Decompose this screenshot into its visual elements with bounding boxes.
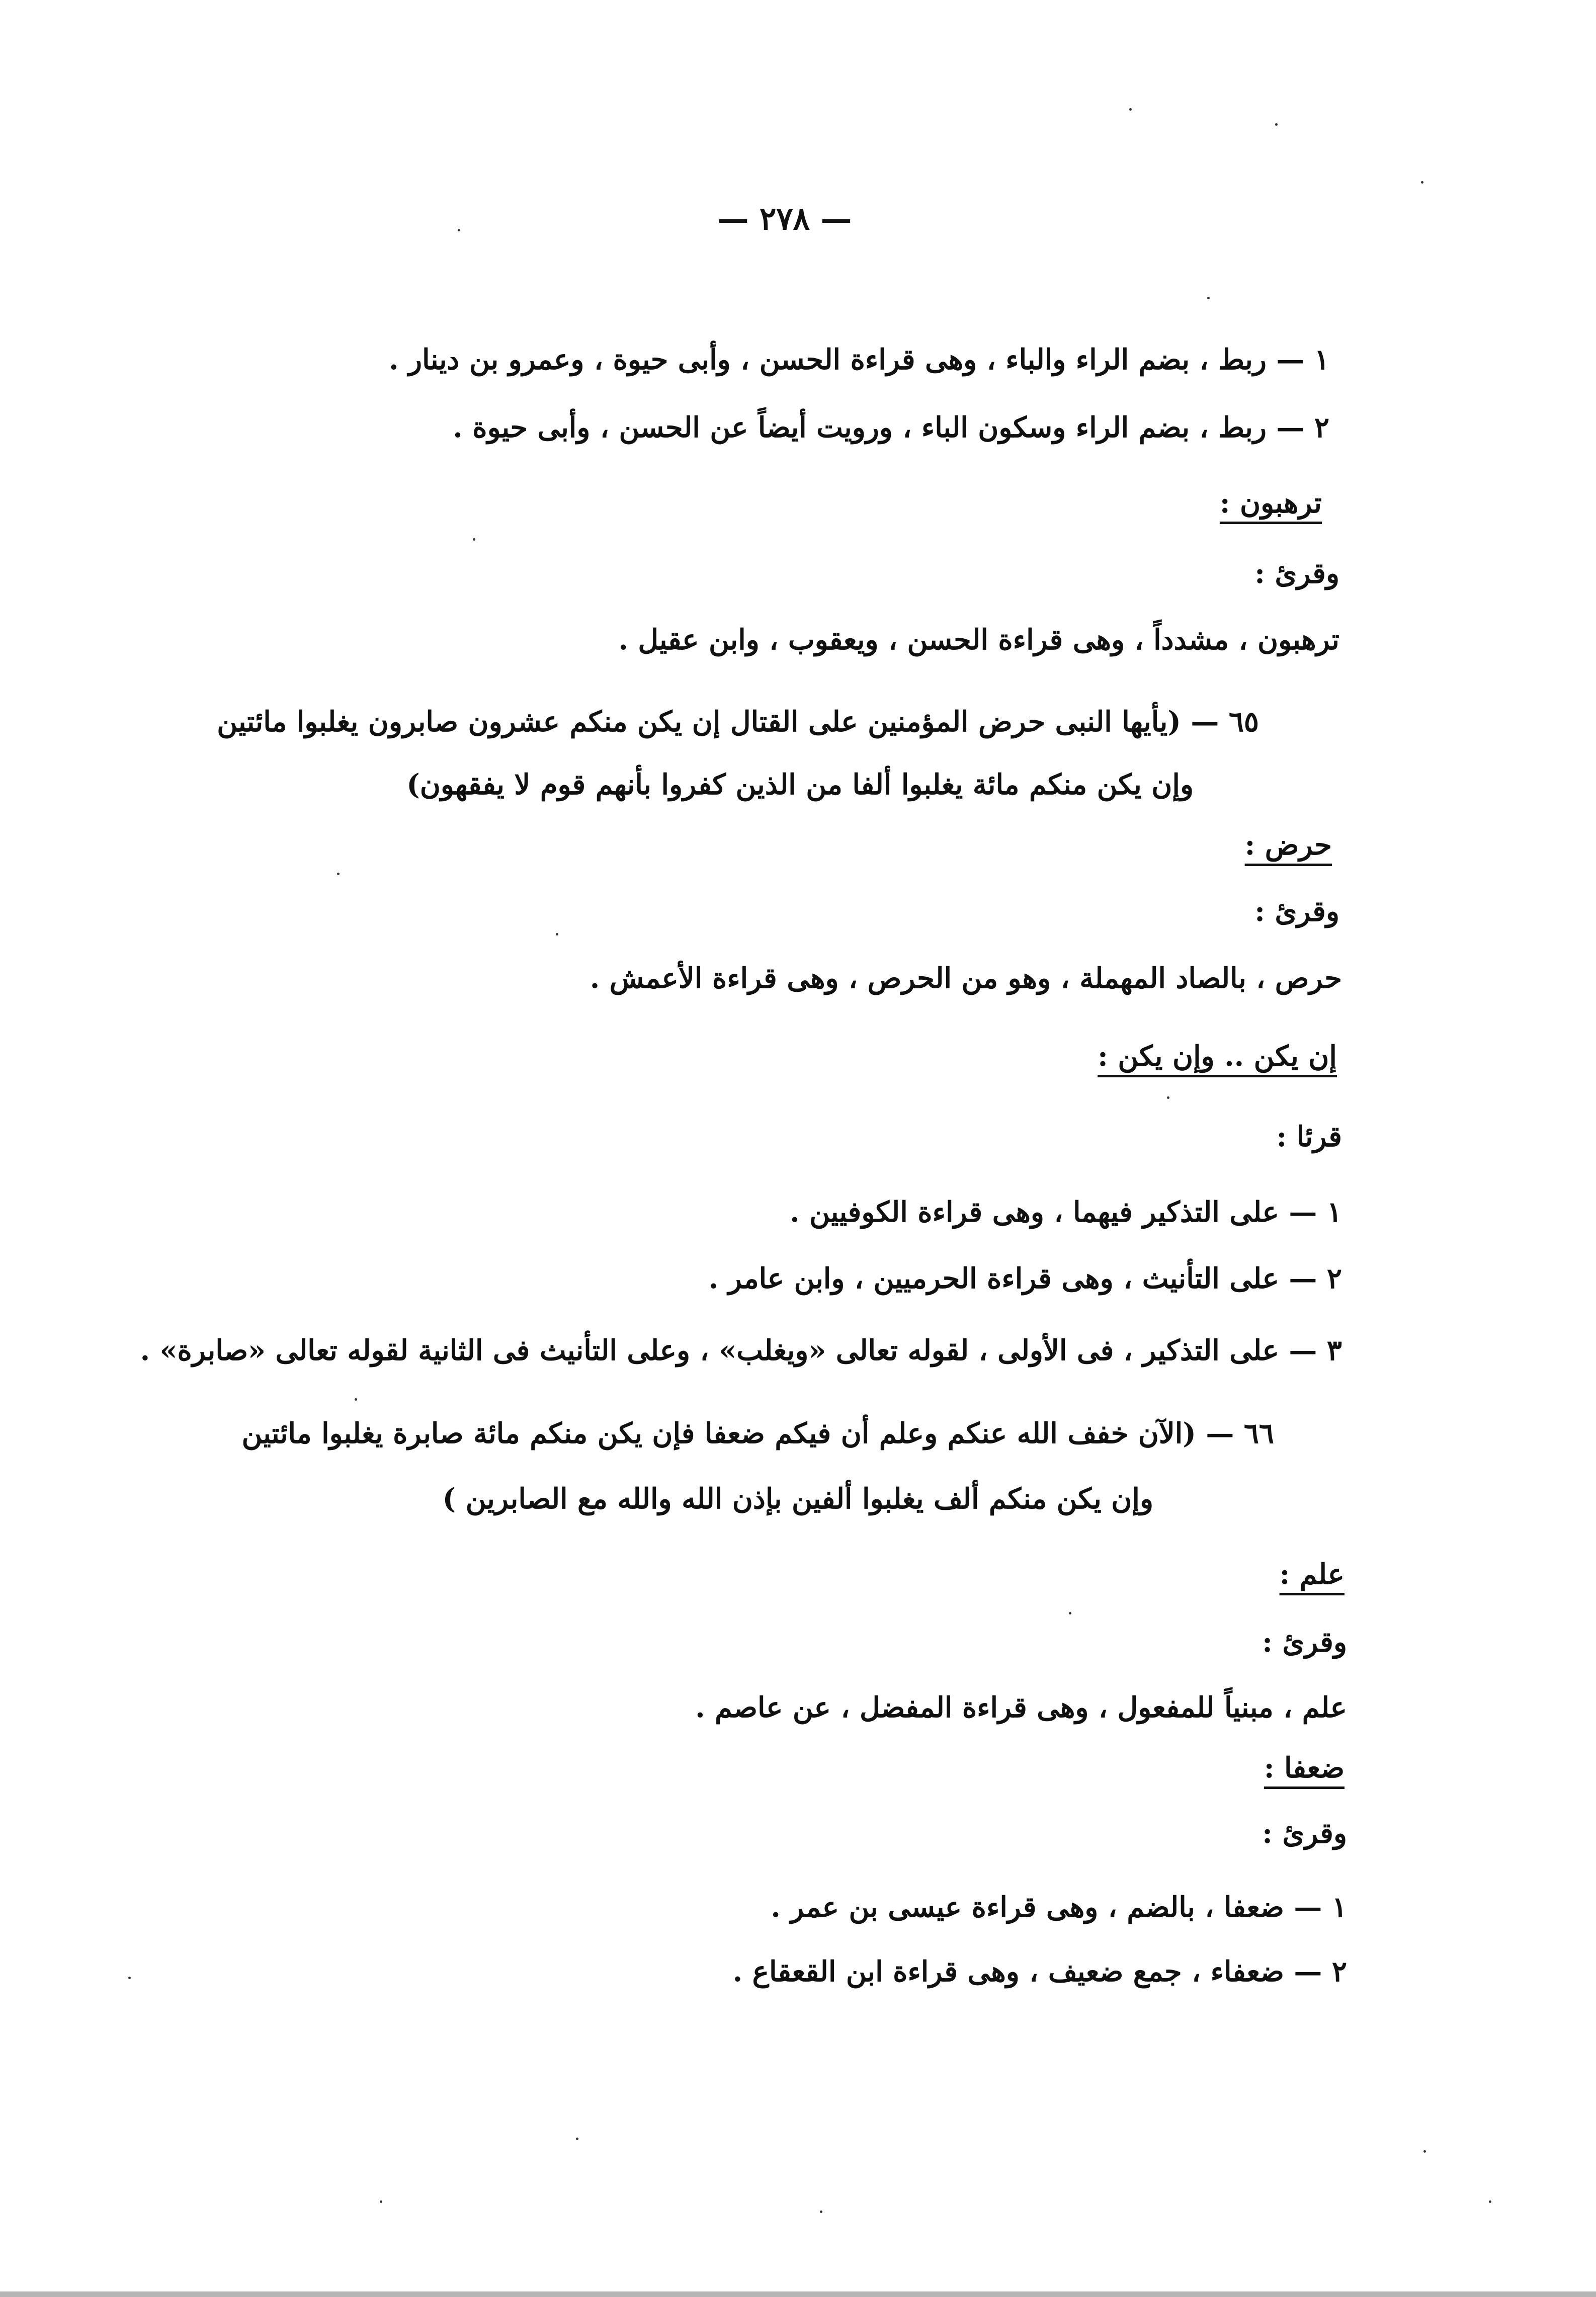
scan-speck (1423, 2150, 1426, 2153)
scan-speck (1069, 1612, 1071, 1614)
scan-speck (355, 1398, 357, 1401)
text-line: ٢ — على التأنيث ، وهى قراءة الحرميين ، وابن عامر . (708, 1262, 1342, 1295)
scan-speck (556, 933, 558, 935)
scan-speck (1207, 297, 1210, 299)
section-heading: علم : (1279, 1558, 1345, 1591)
verse-line: ٦٦ — (الآن خفف الله عنكم وعلم أن فيكم ضعفا فإن يكن منكم مائة صابرة يغلبوا مائتين (241, 1417, 1274, 1450)
scan-speck (1275, 123, 1278, 126)
scan-speck (380, 2200, 382, 2203)
verse-line: ٦٥ — (يأيها النبى حرض المؤمنين على القتال إن يكن منكم عشرون صابرون يغلبوا مائتين (217, 705, 1259, 738)
scan-speck (473, 538, 475, 541)
scan-speck (128, 1977, 131, 1979)
scan-speck (1421, 181, 1423, 184)
text-line: وقرئ : (1262, 1817, 1347, 1850)
section-heading: ترهبون : (1219, 486, 1322, 520)
text-line: حرص ، بالصاد المهملة ، وهو من الحرص ، وهى قراءة الأعمش . (590, 962, 1342, 995)
scan-speck (1129, 108, 1132, 111)
verse-line: وإن يكن منكم ألف يغلبوا ألفين بإذن الله والله مع الصابرين ) (442, 1482, 1153, 1515)
scan-speck (820, 2210, 822, 2213)
text-line: وقرئ : (1254, 895, 1339, 928)
section-heading: حرض : (1244, 828, 1332, 862)
text-line: قرئا : (1276, 1120, 1342, 1153)
text-line: ١ — ربط ، بضم الراء والباء ، وهى قراءة الحسن ، وأبى حيوة ، وعمرو بن دينار . (388, 343, 1329, 376)
section-heading: إن يكن .. وإن يكن : (1098, 1040, 1337, 1073)
text-line: ٢ — ضعفاء ، جمع ضعيف ، وهى قراءة ابن القعقاع . (732, 1955, 1347, 1988)
scan-bottom-border (0, 2291, 1596, 2297)
text-line: ١ — ضعفا ، بالضم ، وهى قراءة عيسى بن عمر . (771, 1891, 1347, 1924)
scan-speck (1167, 1096, 1169, 1099)
scan-speck (458, 229, 460, 231)
text-line: وقرئ : (1254, 557, 1339, 590)
text-line: ترهبون ، مشدداً ، وهى قراءة الحسن ، ويعقوب ، وابن عقيل . (618, 623, 1339, 656)
text-line: ٣ — على التذكير ، فى الأولى ، لقوله تعالى «ويغلب» ، وعلى التأنيث فى الثانية لقوله تعالى «صابرة» . (140, 1334, 1342, 1367)
text-line: ٢ — ربط ، بضم الراء وسكون الباء ، ورويت أيضاً عن الحسن ، وأبى حيوة . (453, 411, 1329, 444)
scan-speck (1489, 2200, 1491, 2203)
text-line: وقرئ : (1262, 1626, 1347, 1659)
scan-speck (576, 2138, 578, 2140)
text-line: ١ — على التذكير فيهما ، وهى قراءة الكوفيين . (790, 1196, 1342, 1229)
section-heading: ضعفا : (1264, 1751, 1345, 1784)
text-line: علم ، مبنياً للمفعول ، وهى قراءة المفضل ، عن عاصم . (695, 1691, 1347, 1724)
verse-line: وإن يكن منكم مائة يغلبوا ألفا من الذين كفروا بأنهم قوم لا يفقهون) (406, 768, 1194, 801)
page-number: — ٢٧٨ — (717, 200, 852, 237)
scan-speck (337, 873, 340, 875)
